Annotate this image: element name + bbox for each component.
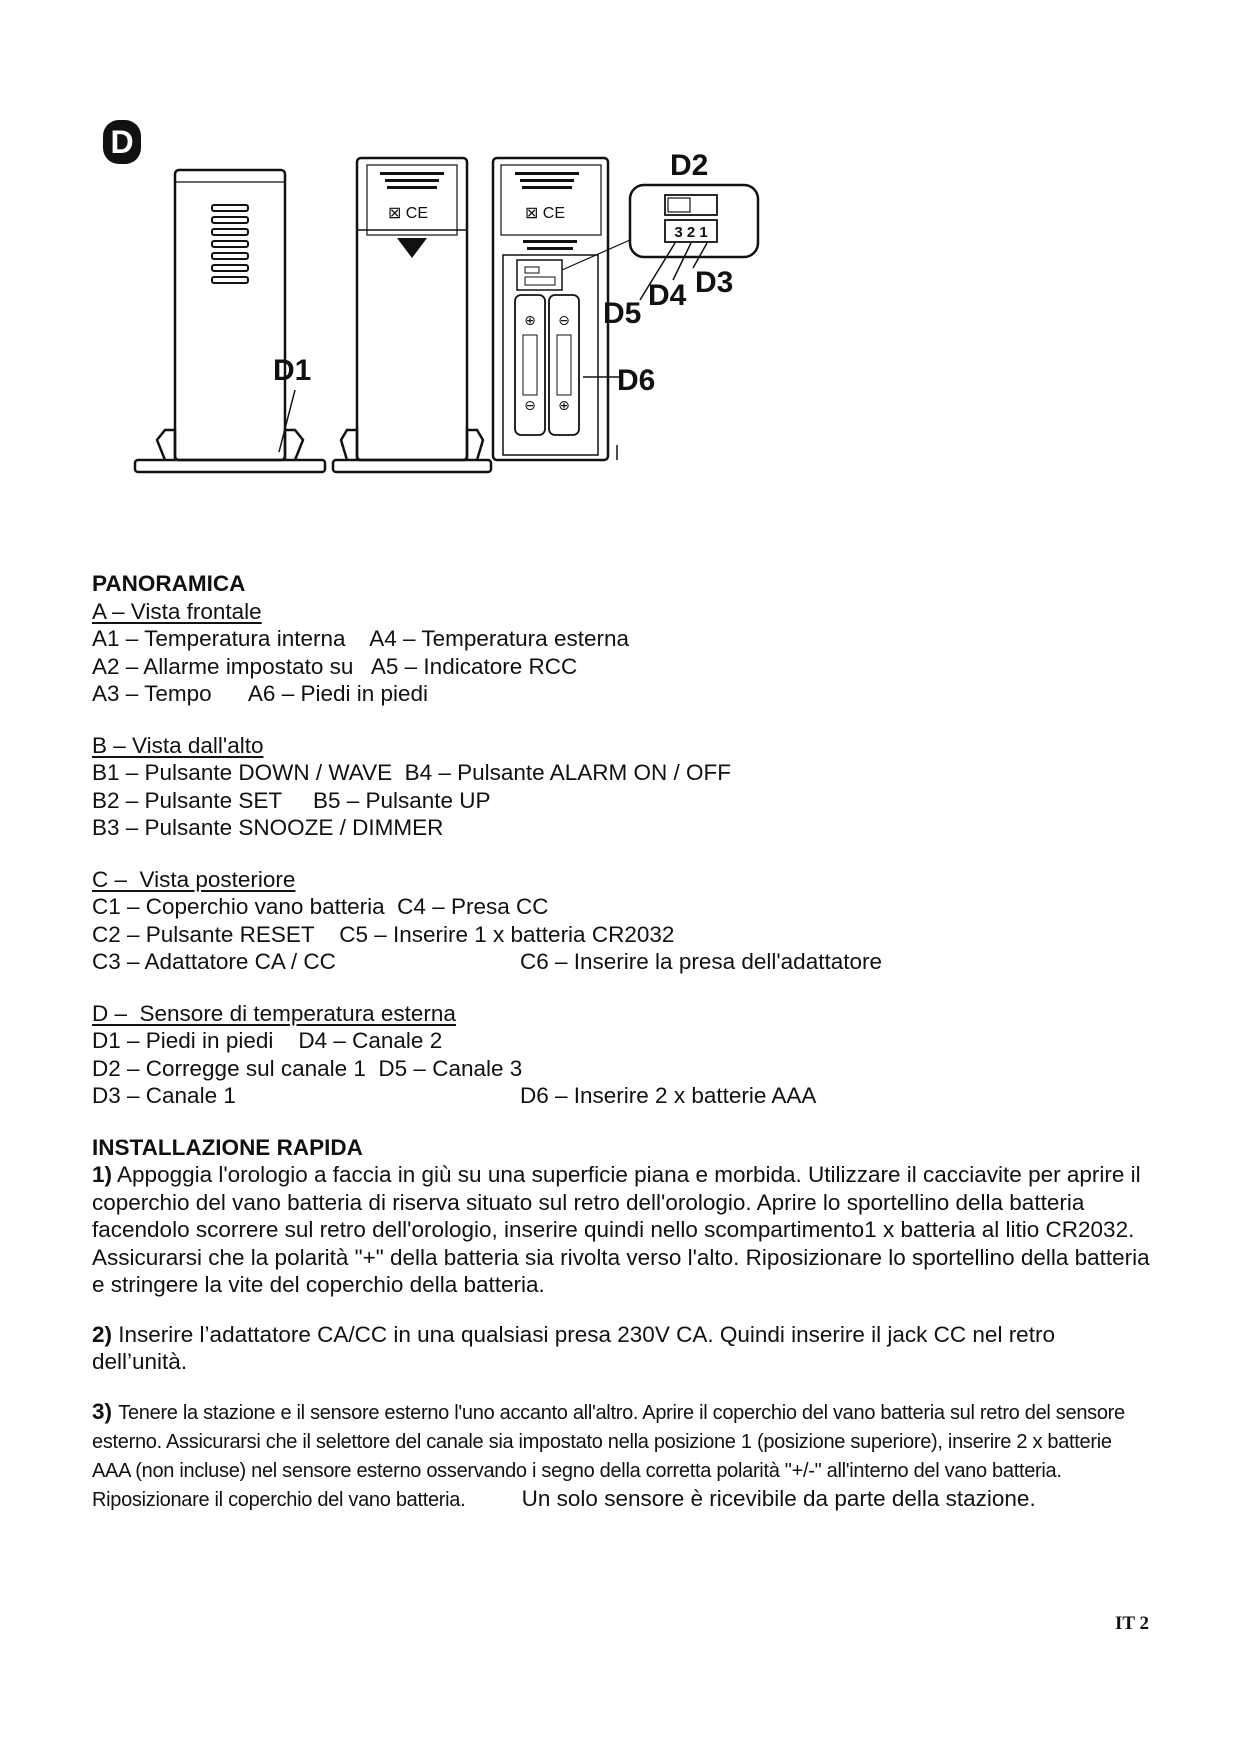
step-number: 2) xyxy=(92,1321,113,1347)
section-c-row-left: C3 – Adattatore CA / CC xyxy=(92,949,336,974)
install-step-1 xyxy=(92,1161,1152,1299)
sensor-back-view xyxy=(333,158,491,472)
section-b-row: B3 – Pulsante SNOOZE / DIMMER xyxy=(92,815,444,840)
section-badge xyxy=(103,120,141,164)
callout-d2: D2 xyxy=(670,149,709,182)
step-tail: Un solo sensore è ricevibile da parte della stazione. xyxy=(521,1485,1036,1511)
section-a-row: A2 – Allarme impostato su A5 – Indicatore RCC xyxy=(92,653,578,679)
callout-d3: D3 xyxy=(695,266,734,299)
callout-d5: D5 xyxy=(603,297,642,330)
section-d-row-left: D3 – Canale 1 xyxy=(92,1083,236,1108)
section-b-title: B – Vista dall'alto xyxy=(92,732,264,758)
install-step-3 xyxy=(92,1398,1152,1514)
install-heading: INSTALLAZIONE RAPIDA xyxy=(92,1134,363,1160)
channel-switch-zoom xyxy=(562,185,758,270)
section-c-split-row xyxy=(92,948,1152,976)
section-b-row: B1 – Pulsante DOWN / WAVE B4 – Pulsante ALARM ON / OFF xyxy=(92,760,731,785)
page-number: IT 2 xyxy=(1115,1613,1149,1634)
section-c-row: C2 – Pulsante RESET C5 – Inserire 1 x batteria CR2032 xyxy=(92,921,675,947)
step-number: 1) xyxy=(92,1162,113,1187)
overview-heading: PANORAMICA xyxy=(92,571,246,596)
switch-numbers: 3 2 1 xyxy=(674,224,708,241)
step-text: Appoggia l'orologio a faccia in giù su una superficie piana e morbida. Utilizzare il cacciavite per aprire il coperchio del vano batteria di riserva situato sul retro dell'orologio. Aprire lo sportellino della batteria facendolo scorrere sul retro dell'orologio, inserire quindi nello scompartimento1 x batteria al litio CR2032. Assicurarsi che la polarità "+" della batteria sia rivolta verso l'alto. Riposizionare lo sportellino della batteria e stringere la vite del coperchio della batteria. xyxy=(92,1162,1150,1297)
svg-text:⊕: ⊕ xyxy=(524,312,536,328)
section-a-row: A1 – Temperatura interna A4 – Temperatura esterna xyxy=(92,626,629,651)
section-d-row: D1 – Piedi in piedi D4 – Canale 2 xyxy=(92,1028,443,1053)
section-d-row: D2 – Corregge sul canale 1 D5 – Canale 3 xyxy=(92,1055,523,1081)
badge-letter: D xyxy=(110,124,134,160)
section-c-title: C – Vista posteriore xyxy=(92,866,296,892)
step-number: 3) xyxy=(92,1398,113,1424)
section-d-title: D – Sensore di temperatura esterna xyxy=(92,1000,456,1026)
svg-text:⊠ CE: ⊠ CE xyxy=(387,205,429,222)
manual-text xyxy=(92,570,1152,1514)
step-text: Inserire l’adattatore CA/CC in una qualsiasi presa 230V CA. Quindi inserire il jack CC nel retro dell’unità. xyxy=(92,1321,1055,1374)
section-c-row: C1 – Coperchio vano batteria C4 – Presa CC xyxy=(92,894,549,919)
sensor-front-view xyxy=(135,170,325,472)
svg-text:⊕: ⊕ xyxy=(558,397,570,413)
step-text: Tenere la stazione e il sensore esterno l'uno accanto all'altro. Aprire il coperchio del vano batteria sul retro del sensore esterno. Assicurarsi che il selettore del canale sia impostato nella posizione 1 (posizione superiore), inserire 2 x batterie AAA (non incluse) nel sensore esterno osservando i segno della corretta polarità "+/-" all'interno del vano batteria. Riposizionare il coperchio del vano batteria. xyxy=(92,1401,1125,1511)
section-c-row-right: C6 – Inserire la presa dell'adattatore xyxy=(520,949,882,974)
sensor-illustration xyxy=(95,110,875,530)
sensor-battery-view xyxy=(493,158,617,460)
install-step-2 xyxy=(92,1321,1152,1376)
section-a-row: A3 – Tempo A6 – Piedi in piedi xyxy=(92,681,429,706)
svg-text:⊖: ⊖ xyxy=(524,397,536,413)
callout-d4: D4 xyxy=(648,279,687,312)
section-b-row: B2 – Pulsante SET B5 – Pulsante UP xyxy=(92,787,491,813)
svg-text:⊖: ⊖ xyxy=(558,312,570,328)
callout-d6: D6 xyxy=(617,364,656,397)
svg-text:⊠ CE: ⊠ CE xyxy=(524,205,566,222)
section-d-split-row xyxy=(92,1082,1152,1110)
section-d-row-right: D6 – Inserire 2 x batterie AAA xyxy=(520,1083,817,1108)
section-a-title: A – Vista frontale xyxy=(92,598,262,624)
callout-d1: D1 xyxy=(273,354,312,387)
